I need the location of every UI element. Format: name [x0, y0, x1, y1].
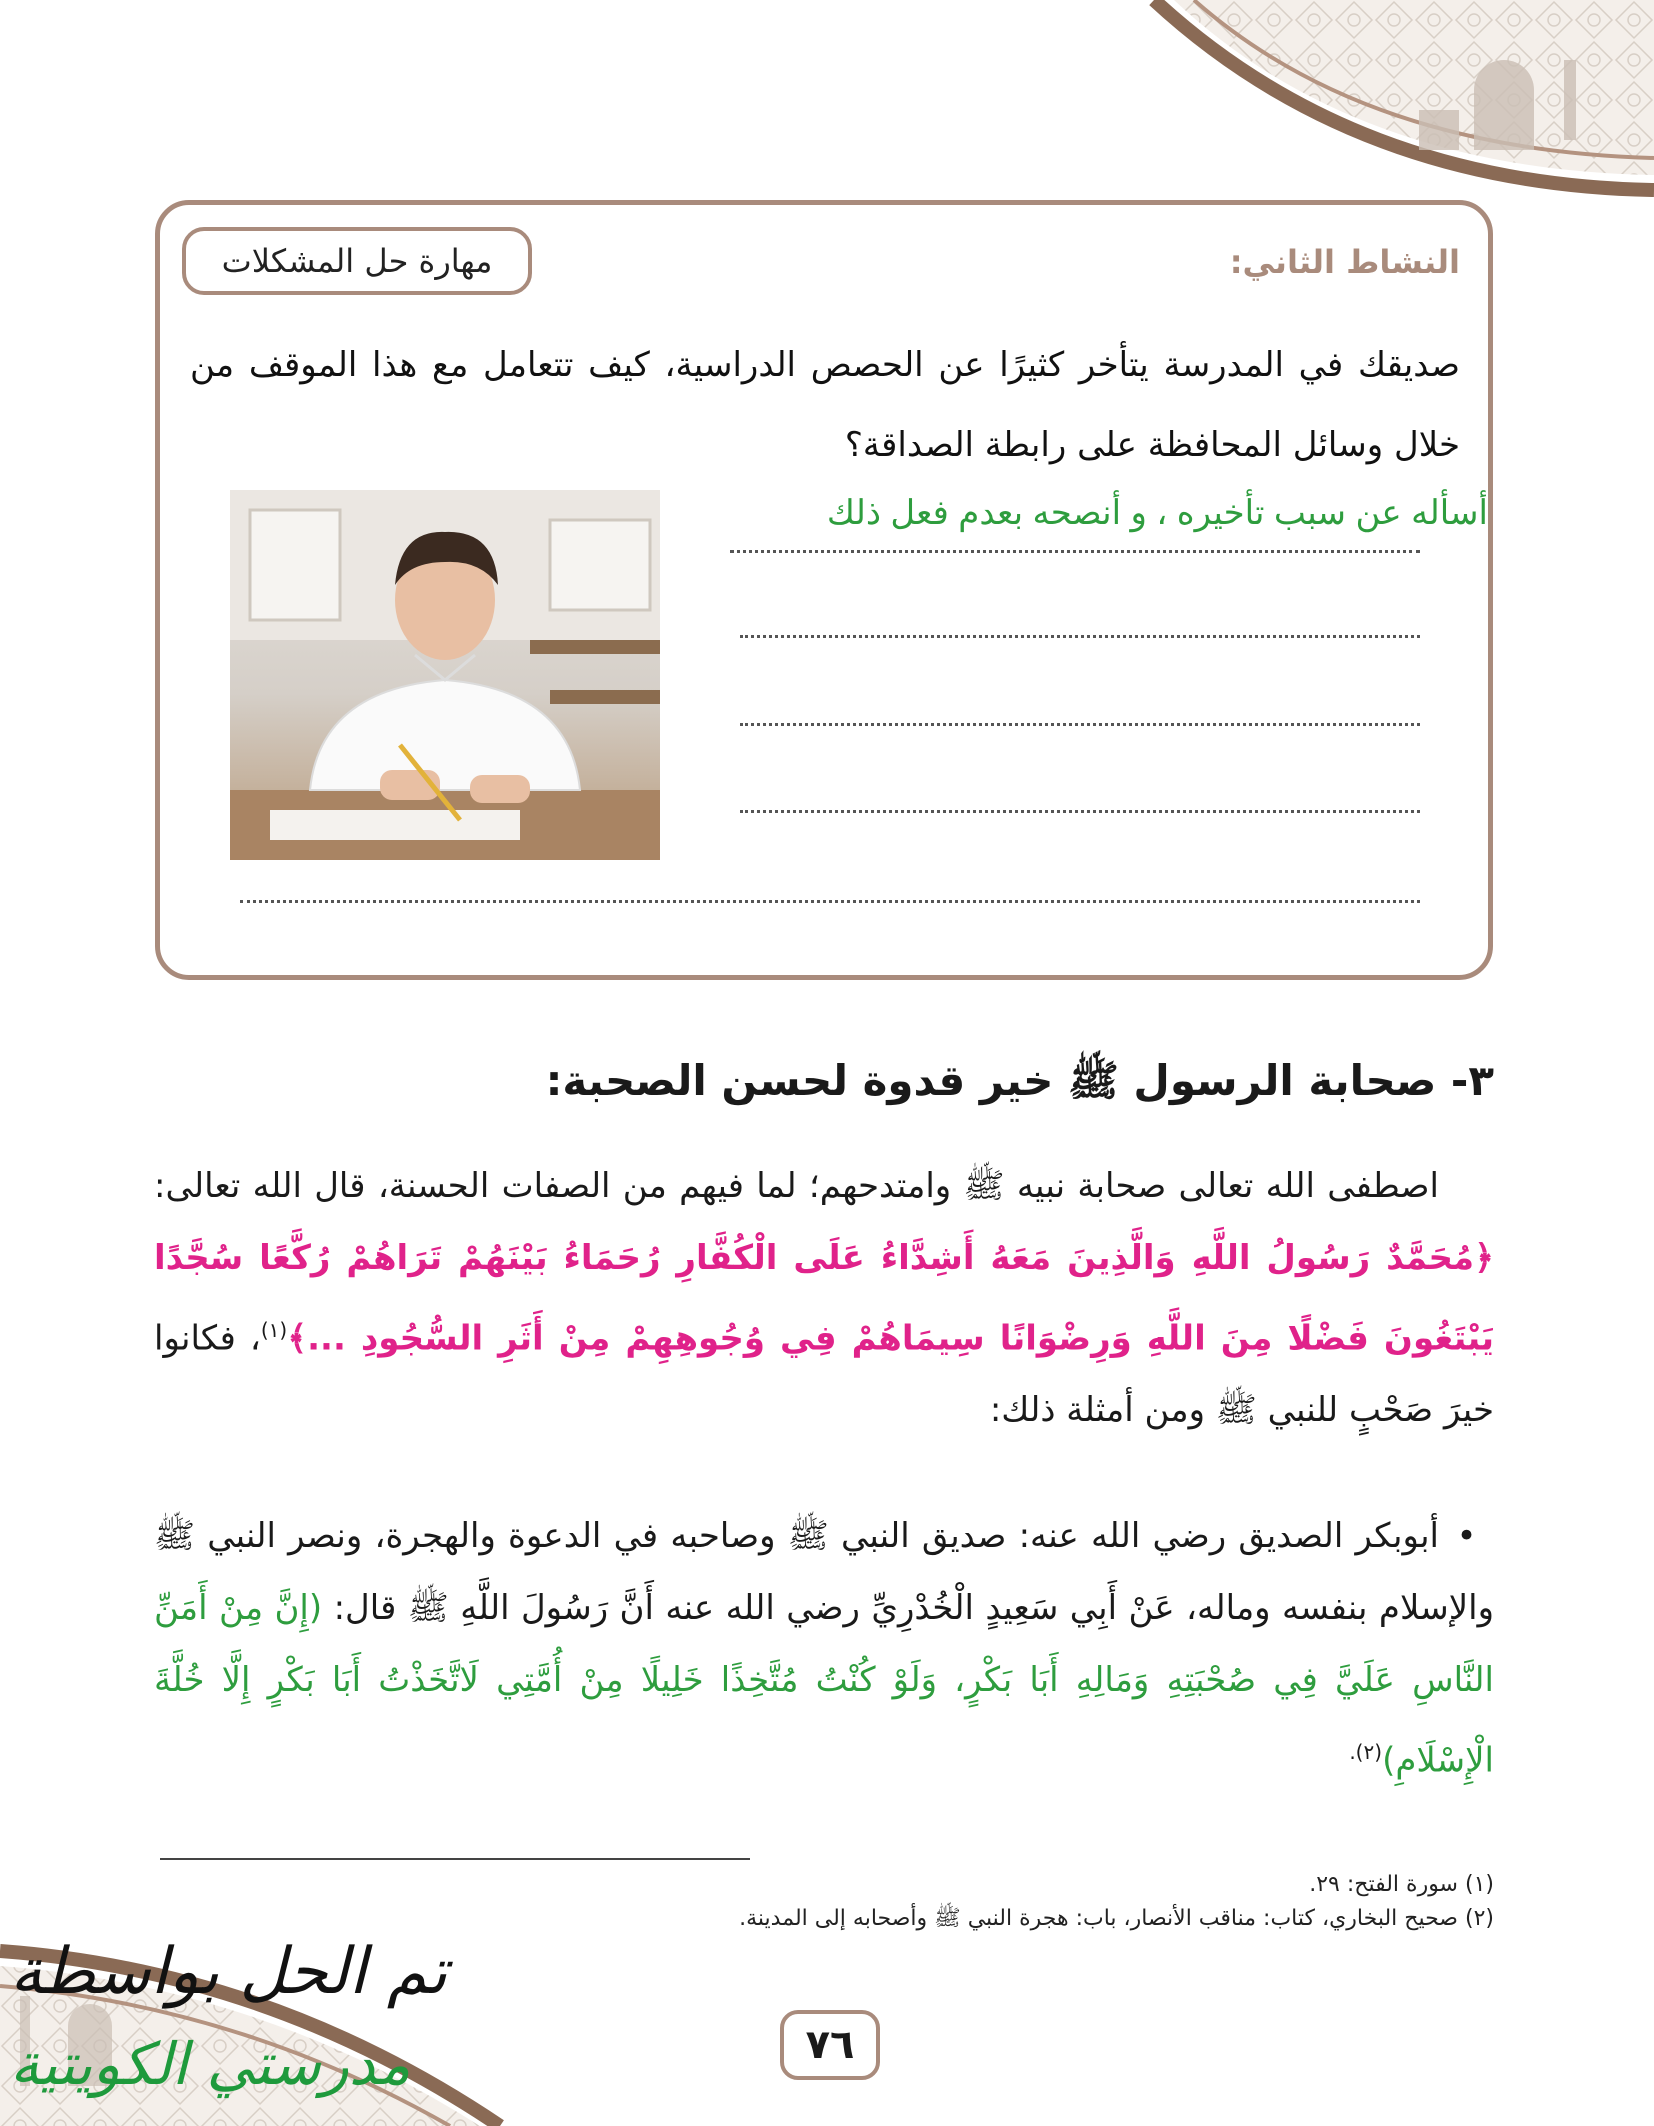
- student-photo: [230, 490, 660, 860]
- hadith-reference: (٢).: [1349, 1740, 1383, 1764]
- signature-line-2: مدرستي الكويتية: [10, 2030, 411, 2098]
- signature-line-1: تم الحل بواسطة: [10, 1935, 448, 2009]
- intro-continuation: ، فكانوا خيرَ صَحْبٍ للنبي ﷺ ومن أمثلة ذلك:: [154, 1318, 1494, 1431]
- intro-text: اصطفى الله تعالى صحابة نبيه ﷺ وامتدحهم؛ لما فيهم من الصفات الحسنة، قال الله تعالى:: [154, 1166, 1439, 1206]
- section-heading: ٣- صحابة الرسول ﷺ خير قدوة لحسن الصحبة:: [545, 1056, 1494, 1105]
- answer-text[interactable]: أسأله عن سبب تأخيره ، و أنصحه بعدم فعل ذلك: [826, 494, 1488, 532]
- bullet-paragraph: [154, 1500, 1494, 1796]
- footnote-1: (١) سورة الفتح: ٢٩.: [1309, 1872, 1494, 1897]
- answer-line: [740, 810, 1420, 813]
- answer-line: [730, 550, 1420, 553]
- quran-verse: ﴿مُحَمَّدٌ رَسُولُ اللَّهِ وَالَّذِينَ مَعَهُ أَشِدَّاءُ عَلَى الْكُفَّارِ رُحَمَاءُ بَيْنَهُمْ تَرَاهُمْ رُكَّعًا سُجَّدًا يَبْتَغُونَ فَضْلًا مِنَ اللَّهِ وَرِضْوَانًا سِيمَاهُمْ فِي وُجُوهِهِمْ مِنْ أَثَرِ السُّجُودِ ...﴾: [154, 1238, 1494, 1359]
- page-number: ٧٦: [780, 2010, 880, 2080]
- footnote-2: (٢) صحيح البخاري، كتاب: مناقب الأنصار، باب: هجرة النبي ﷺ وأصحابه إلى المدينة.: [739, 1906, 1494, 1931]
- verse-reference: (١): [260, 1318, 288, 1342]
- answer-line: [240, 900, 1420, 903]
- answer-line: [740, 635, 1420, 638]
- answer-line: [740, 723, 1420, 726]
- footnote-divider: [160, 1858, 750, 1860]
- skill-tag: مهارة حل المشكلات: [182, 227, 532, 295]
- activity-title: النشاط الثاني:: [1229, 243, 1460, 281]
- activity-question: صديقك في المدرسة يتأخر كثيرًا عن الحصص الدراسية، كيف تتعامل مع هذا الموقف من خلال وسائل المحافظة على رابطة الصداقة؟: [190, 345, 1460, 465]
- bullet-text: أبوبكر الصديق رضي الله عنه: صديق النبي ﷺ وصاحبه في الدعوة والهجرة، ونصر النبي ﷺ والإسلام بنفسه وماله، عَنْ أَبِي سَعِيدٍ الْخُدْرِيِّ رضي الله عنه أَنَّ رَسُولَ اللَّهِ ﷺ قال:: [154, 1516, 1494, 1628]
- intro-paragraph: [154, 1150, 1494, 1446]
- bullet-icon: •: [1456, 1516, 1477, 1556]
- activity-box: [155, 200, 1493, 980]
- corner-ornament-top: [1054, 0, 1654, 200]
- hadith-text: (إِنَّ مِنْ أَمَنِّ النَّاسِ عَلَيَّ فِي صُحْبَتِهِ وَمَالِهِ أَبَا بَكْرٍ، وَلَوْ كُنْتُ مُتَّخِذًا خَلِيلًا مِنْ أُمَّتِي لَاتَّخَذْتُ أَبَا بَكْرٍ إِلَّا خُلَّةَ الْإِسْلَامِ): [154, 1588, 1494, 1781]
